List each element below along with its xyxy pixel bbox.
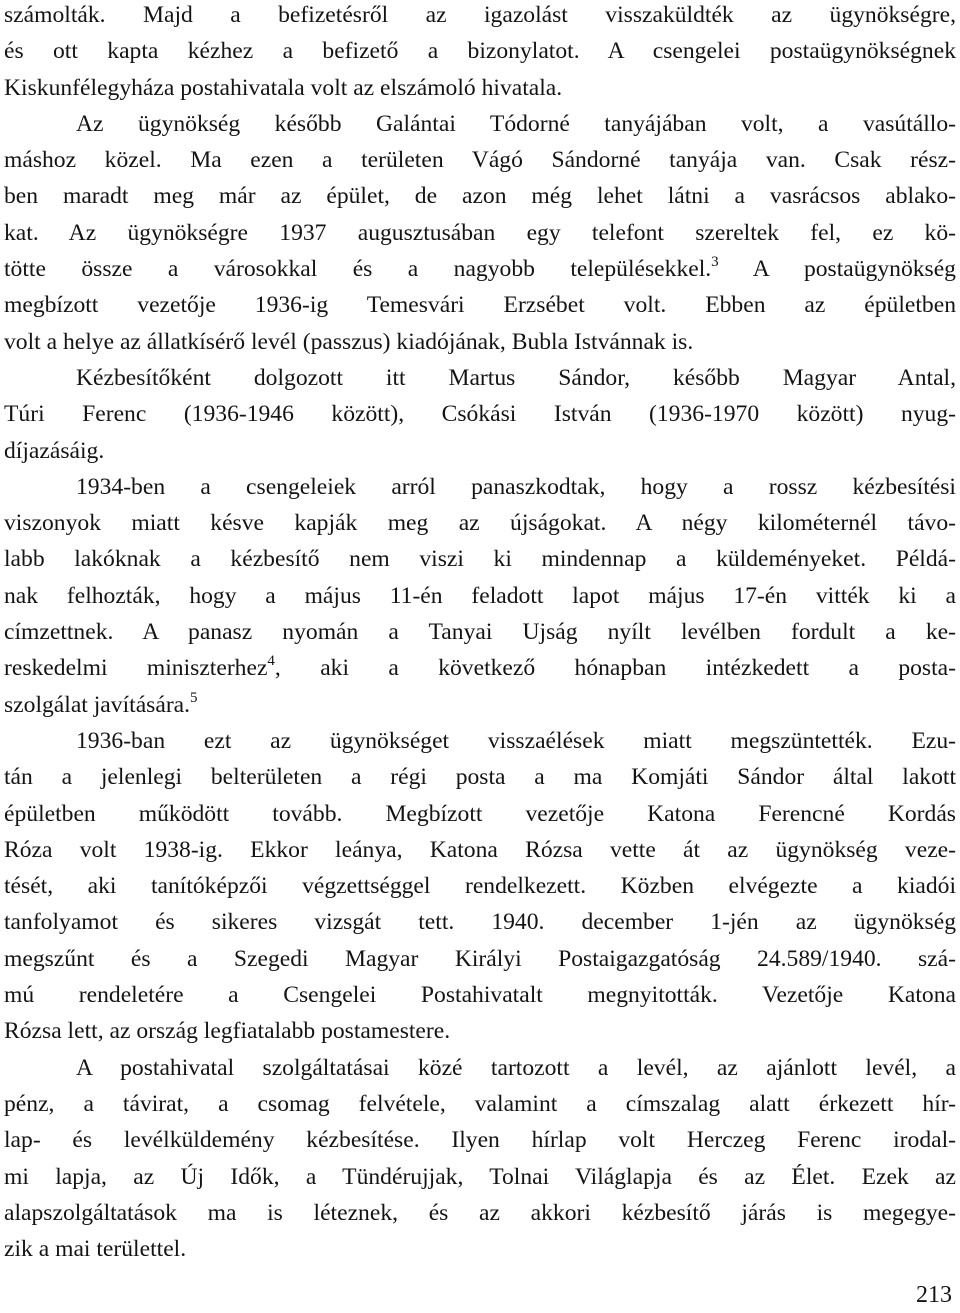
text-line: tését, aki tanítóképzői végzettséggel rendelkezett. Közben elvégezte a kiadói (4, 873, 956, 900)
page-number: 213 (916, 1282, 952, 1308)
paragraph-first-line: Kézbesítőként dolgozott itt Martus Sándor, később Magyar Antal, (76, 364, 956, 391)
text-line: labb lakóknak a kézbesítő nem viszi ki mindennap a küldeményeket. Példá- (4, 546, 956, 573)
text-line: címzettnek. A panasz nyomán a Tanyai Ujság nyílt levélben fordult a ke- (4, 619, 956, 646)
text-line: nak felhozták, hogy a május 11-én feladott lapot május 17-én vitték ki a (4, 582, 956, 609)
paragraph-first-line: A postahivatal szolgáltatásai közé tartozott a levél, az ajánlott levél, a (76, 1054, 956, 1081)
text-line: számolták. Majd a befizetésről az igazolást visszaküldték az ügynökségre, (4, 2, 956, 28)
text-line: Kiskunfélegyháza postahivatala volt az elszámoló hivatala. (4, 74, 563, 101)
paragraph-first-line: 1934-ben a csengeleiek arról panaszkodtak, hogy a rossz kézbesítési (76, 473, 956, 500)
text-line: alapszolgáltatások ma is léteznek, és az akkori kézbesítő járás is megegye- (4, 1199, 956, 1226)
footnote-reference: 3 (711, 254, 719, 271)
text-segment: reskedelmi miniszterhez (4, 655, 268, 682)
text-line (4, 687, 956, 723)
paragraph-first-line: 1936-ban ezt az ügynökséget visszaélések miatt megszüntették. Ezu- (76, 727, 956, 754)
body-text (4, 0, 956, 1267)
text-line: zik a mai területtel. (4, 1236, 187, 1263)
footnote-reference: 4 (267, 653, 275, 670)
text-line: díjazásáig. (4, 437, 105, 464)
text-segment: A postaügynökség (752, 256, 956, 283)
text-segment: tötte össze a városokkal és a nagyobb településekkel. (4, 256, 712, 283)
text-segment: szolgálat javítására. (4, 691, 191, 718)
text-line: viszonyok miatt késve kapják meg az újságokat. A négy kilométernél távo- (4, 510, 956, 537)
footnote-reference: 5 (190, 689, 198, 706)
text-line: mi lapja, az Új Idők, a Tündérujjak, Tolnai Világlapja és az Élet. Ezek az (4, 1163, 956, 1190)
text-line: tanfolyamot és sikeres vizsgát tett. 1940. december 1-jén az ügynökség (4, 909, 956, 936)
text-line: pénz, a távirat, a csomag felvétele, valamint a címszalag alatt érkezett hír- (4, 1090, 956, 1117)
text-line: ben maradt meg már az épület, de azon még lehet látni a vasrácsos ablako- (4, 183, 956, 210)
text-line: megszűnt és a Szegedi Magyar Királyi Postaigazgatóság 24.589/1940. szá- (4, 945, 956, 972)
text-line: mú rendeletére a Csengelei Postahivatalt megnyitották. Vezetője Katona (4, 982, 956, 1009)
text-segment: , aki a következő hónapban intézkedett a posta- (274, 655, 956, 682)
text-line: máshoz közel. Ma ezen a területen Vágó Sándorné tanyája van. Csak rész- (4, 147, 956, 174)
text-line (4, 650, 956, 686)
text-line: tán a jelenlegi belterületen a régi posta a ma Komjáti Sándor által lakott (4, 764, 956, 791)
text-line: Túri Ferenc (1936-1946 között), Csókási István (1936-1970 között) nyug- (4, 401, 956, 428)
paragraph-first-line: Az ügynökség később Galántai Tódorné tanyájában volt, a vasútállo- (76, 110, 956, 137)
text-line: megbízott vezetője 1936-ig Temesvári Erzsébet volt. Ebben az épületben (4, 292, 956, 319)
text-line: Róza volt 1938-ig. Ekkor leánya, Katona Rózsa vette át az ügynökség veze- (4, 836, 956, 863)
text-line: lap- és levélküldemény kézbesítése. Ilyen hírlap volt Herczeg Ferenc irodal- (4, 1127, 956, 1154)
text-line (4, 251, 956, 287)
text-line: épületben működött tovább. Megbízott vezetője Katona Ferencné Kordás (4, 800, 956, 827)
document-page (4, 0, 956, 1313)
text-line: és ott kapta kézhez a befizető a bizonylatot. A csengelei postaügynökségnek (4, 38, 956, 65)
text-line: volt a helye az állatkísérő levél (passzus) kiadójának, Bubla Istvánnak is. (4, 328, 694, 355)
text-line: Rózsa lett, az ország legfiatalabb postamestere. (4, 1018, 451, 1045)
text-line: kat. Az ügynökségre 1937 augusztusában egy telefont szereltek fel, ez kö- (4, 219, 956, 246)
